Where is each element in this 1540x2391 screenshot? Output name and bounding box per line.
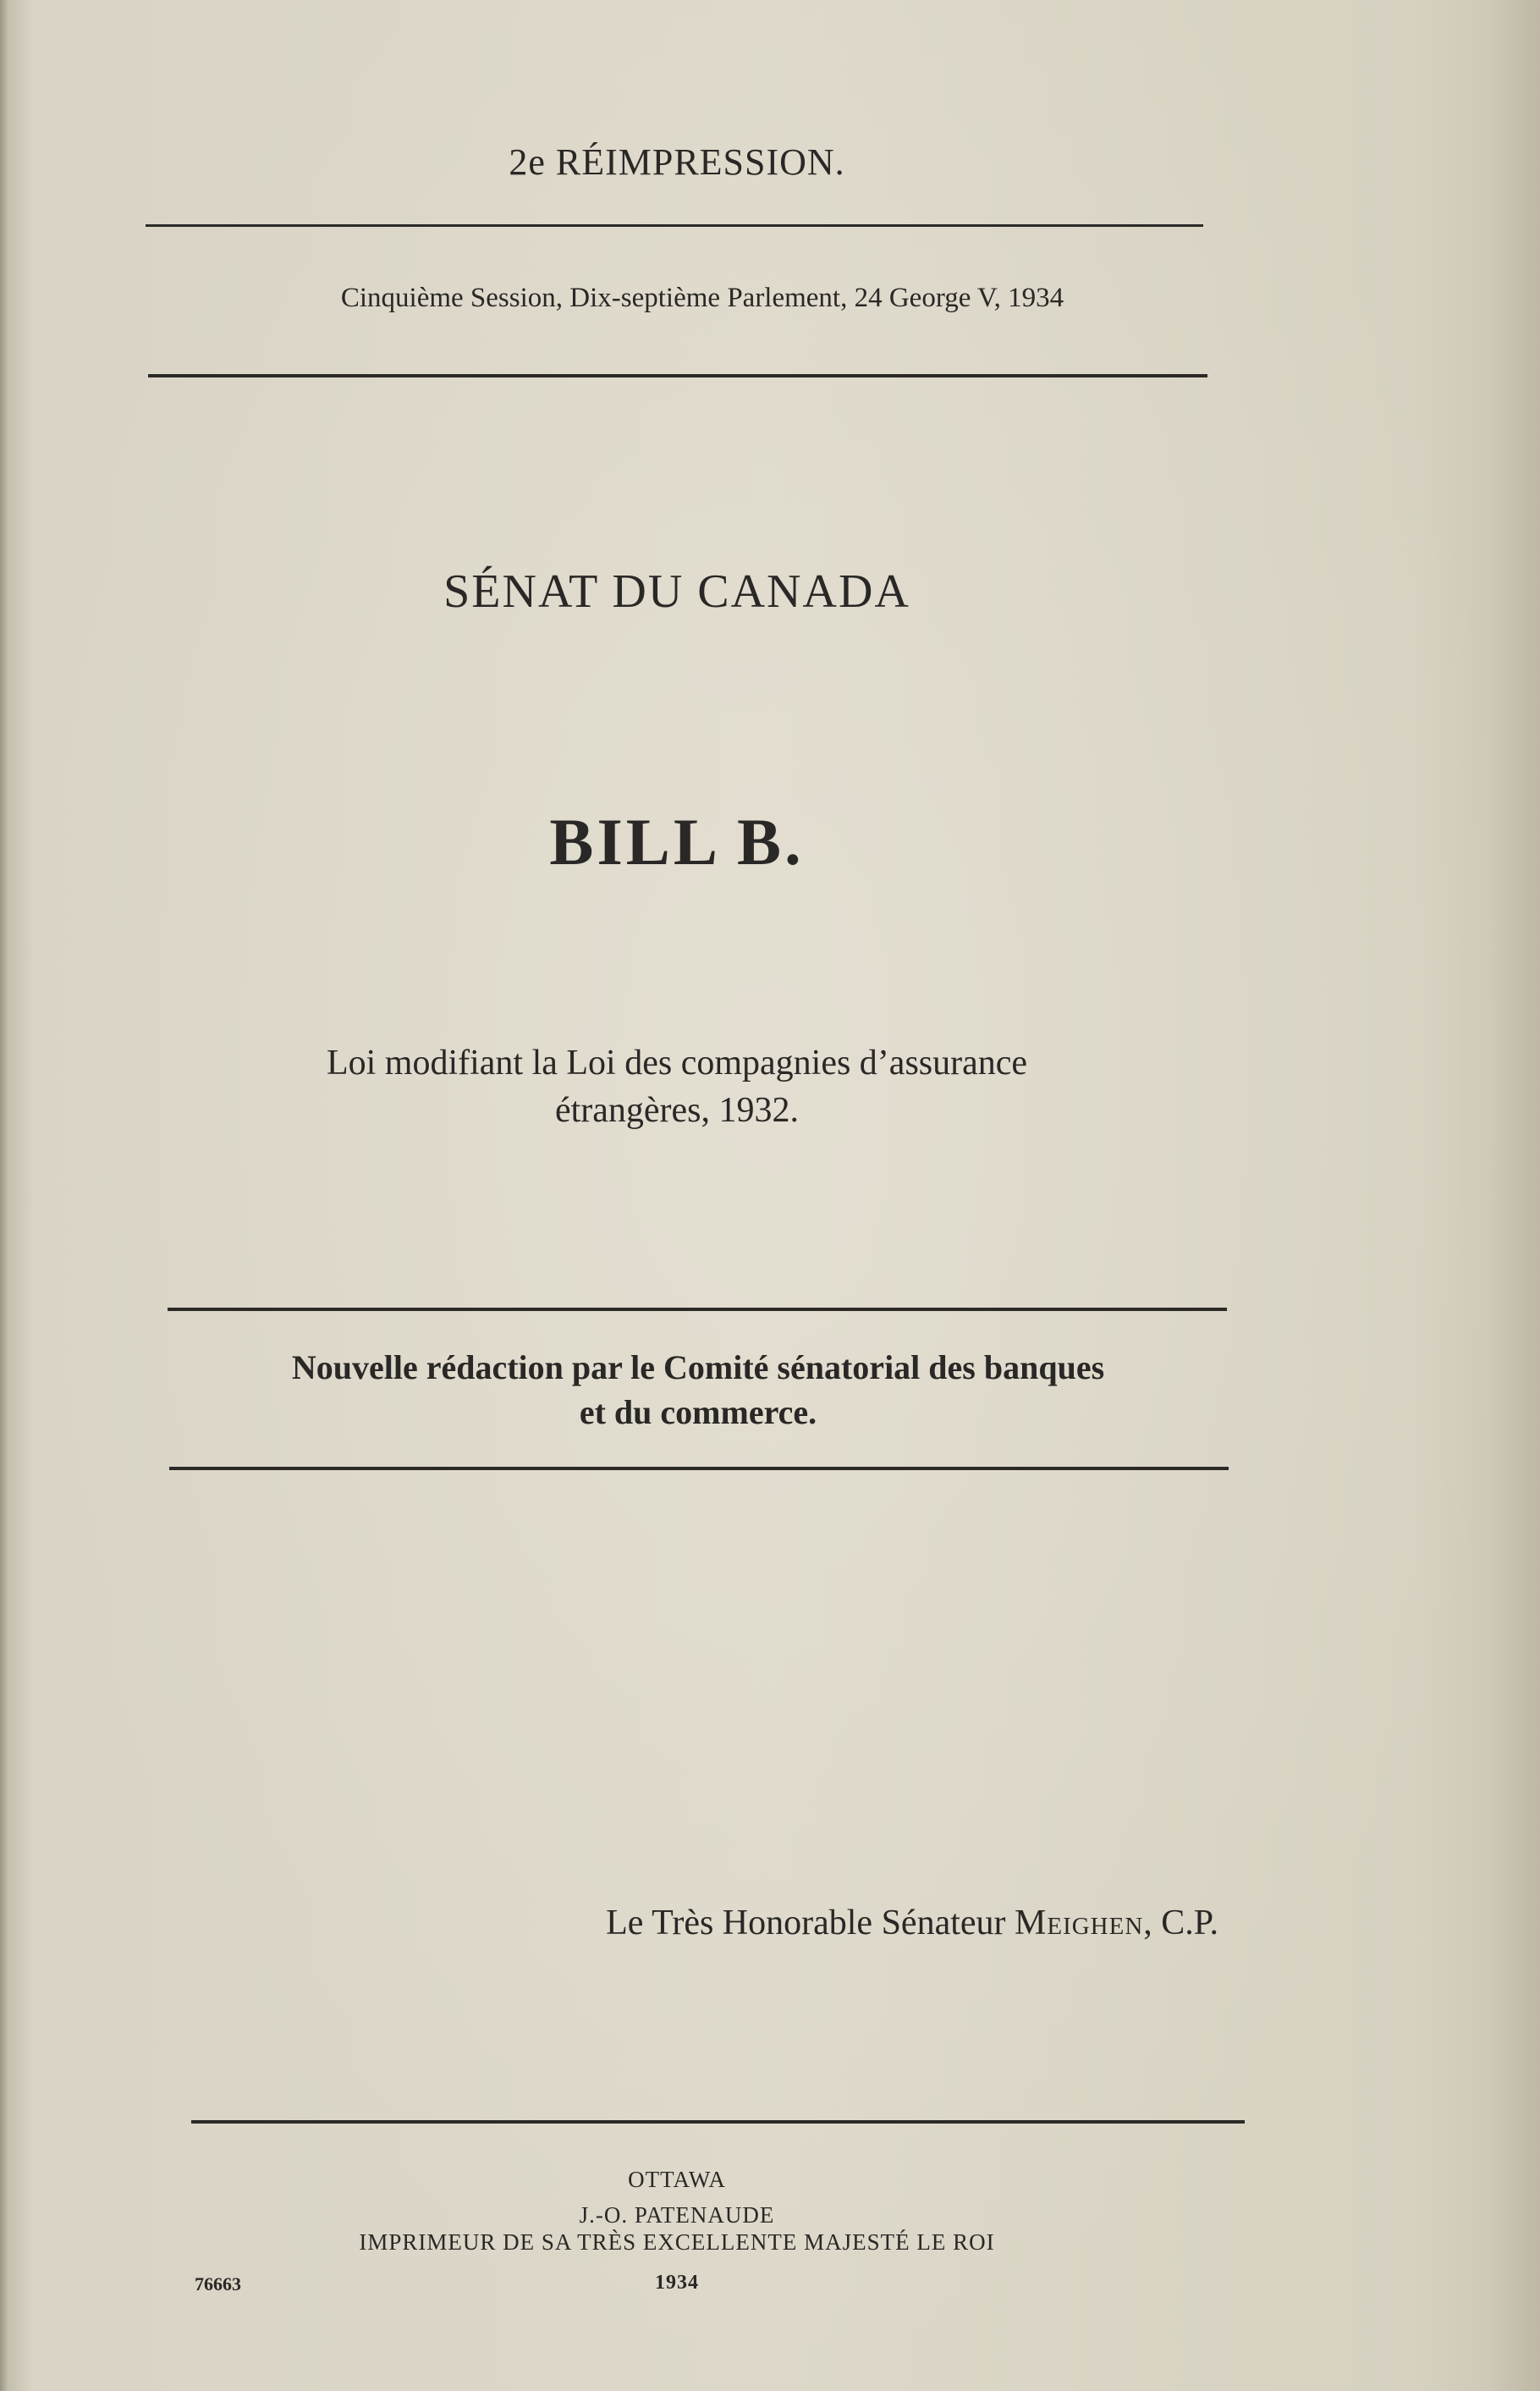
sponsor-name: Meighen xyxy=(1015,1903,1144,1942)
reprint-heading: 2e RÉIMPRESSION. xyxy=(509,141,845,183)
redaction-note-line1: Nouvelle rédaction par le Comité sénatorial des banques xyxy=(291,1348,1105,1386)
redaction-note-line2: et du commerce. xyxy=(579,1393,817,1431)
sponsor-suffix: , C.P. xyxy=(1143,1903,1218,1942)
page-edge-shadow xyxy=(1489,0,1540,2391)
rule-redaction-top xyxy=(168,1308,1227,1311)
footer-printer-title: IMPRIMEUR DE SA TRÈS EXCELLENTE MAJESTÉ LE ROI xyxy=(359,2229,995,2255)
print-code: 76663 xyxy=(195,2273,241,2295)
rule-top xyxy=(146,224,1203,227)
footer-year: 1934 xyxy=(655,2272,699,2294)
rule-redaction-bottom xyxy=(169,1467,1229,1470)
bill-description-line2: étrangères, 1932. xyxy=(554,1091,800,1130)
session-line: Cinquième Session, Dix-septième Parlement, 24 George V, 1934 xyxy=(340,283,1064,313)
rule-session xyxy=(148,374,1207,377)
footer-city: OTTAWA xyxy=(628,2167,726,2192)
sponsor-line xyxy=(254,1903,1218,1943)
sponsor-prefix: Le Très Honorable Sénateur xyxy=(606,1903,1006,1942)
bill-title: BILL B. xyxy=(549,805,805,879)
bill-description-line1: Loi modifiant la Loi des compagnies d’assurance xyxy=(326,1044,1028,1083)
rule-footer xyxy=(191,2120,1245,2124)
senate-heading: SÉNAT DU CANADA xyxy=(443,565,910,618)
footer-printer: J.-O. PATENAUDE xyxy=(579,2202,775,2228)
